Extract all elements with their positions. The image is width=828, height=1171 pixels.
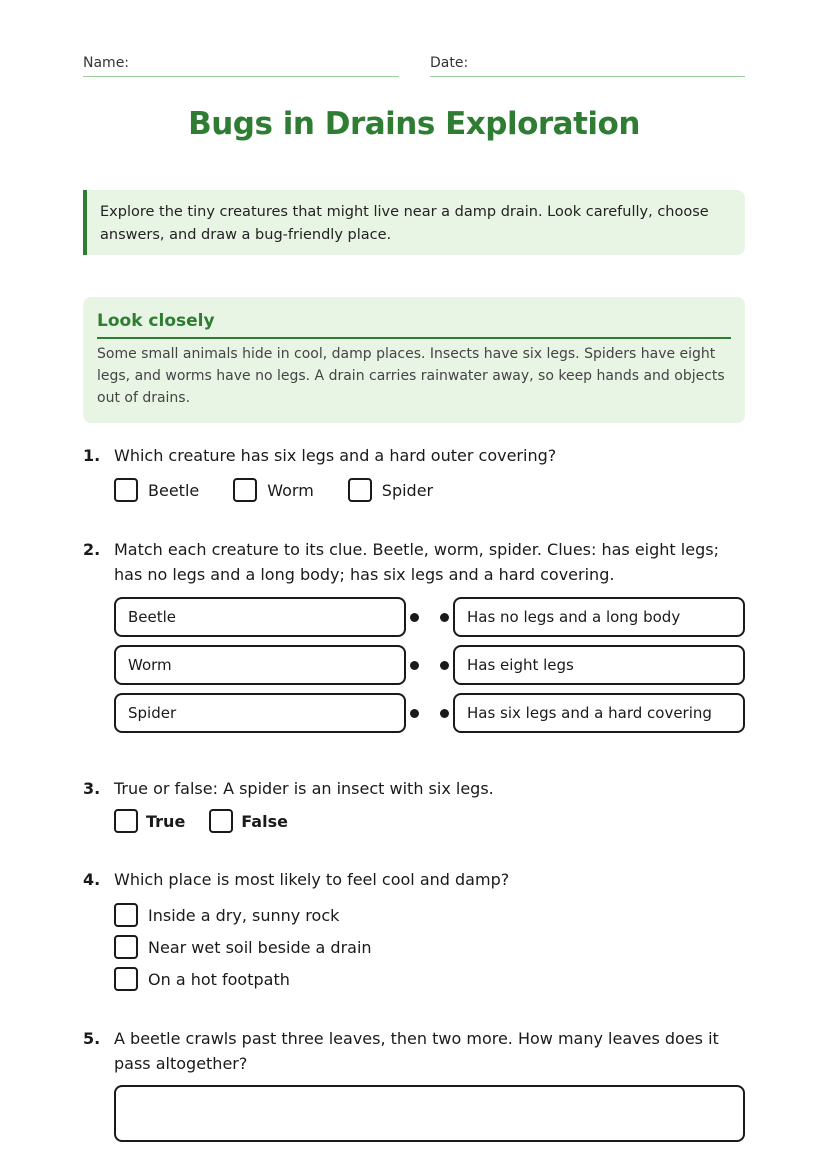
checkbox[interactable]: [348, 478, 372, 502]
page-title: Bugs in Drains Exploration: [188, 106, 640, 142]
checkbox[interactable]: [114, 967, 138, 991]
checkbox[interactable]: [114, 903, 138, 927]
question-2: [83, 537, 745, 587]
date-field[interactable]: [430, 52, 745, 77]
question-1: [83, 443, 745, 502]
question-number: 4.: [83, 870, 101, 889]
option-beetle[interactable]: Beetle: [114, 478, 199, 502]
question-text: Match each creature to its clue. Beetle, worm, spider. Clues: has eight legs; has no legs and a long body; has six legs and a hard covering.: [114, 540, 719, 584]
look-closely-text: Some small animals hide in cool, damp places. Insects have six legs. Spiders have eight legs, and worms have no legs. A drain carries rainwater away, so keep hands and objects out of drains.: [97, 346, 725, 406]
match-creature-beetle[interactable]: Beetle: [114, 597, 406, 637]
option-hot-footpath[interactable]: On a hot footpath: [114, 966, 745, 992]
match-clue-1[interactable]: Has no legs and a long body: [453, 597, 745, 637]
match-dot-right[interactable]: [440, 661, 449, 670]
question-text: A beetle crawls past three leaves, then two more. How many leaves does it pass altogether?: [114, 1029, 719, 1073]
question-number: 3.: [83, 779, 101, 798]
date-label: Date:: [430, 55, 469, 71]
checkbox[interactable]: [209, 809, 233, 833]
name-label: Name:: [83, 55, 130, 71]
matching-area: [114, 597, 745, 741]
look-closely-box: [83, 297, 745, 423]
question-3: [83, 776, 745, 833]
question-number: 1.: [83, 446, 101, 465]
question-text: Which creature has six legs and a hard outer covering?: [114, 446, 557, 465]
checkbox[interactable]: [114, 935, 138, 959]
option-wet-soil[interactable]: Near wet soil beside a drain: [114, 934, 745, 960]
checkbox[interactable]: [114, 809, 138, 833]
question-text: True or false: A spider is an insect with six legs.: [114, 779, 494, 798]
intro-box: Explore the tiny creatures that might live near a damp drain. Look carefully, choose answers, and draw a bug-friendly place.: [83, 190, 745, 255]
match-dot-right[interactable]: [440, 613, 449, 622]
question-4: [83, 867, 745, 998]
match-row: [114, 645, 745, 685]
match-creature-worm[interactable]: Worm: [114, 645, 406, 685]
match-clue-3[interactable]: Has six legs and a hard covering: [453, 693, 745, 733]
checkbox[interactable]: [233, 478, 257, 502]
match-row: [114, 693, 745, 733]
look-closely-title: Look closely: [97, 311, 731, 339]
answer-box[interactable]: [114, 1085, 745, 1142]
checkbox[interactable]: [114, 478, 138, 502]
question-number: 2.: [83, 540, 101, 559]
question-5: [83, 1026, 745, 1076]
question-number: 5.: [83, 1029, 101, 1048]
match-dot-right[interactable]: [440, 709, 449, 718]
option-worm[interactable]: Worm: [233, 478, 314, 502]
question-text: Which place is most likely to feel cool and damp?: [114, 870, 510, 889]
match-clue-2[interactable]: Has eight legs: [453, 645, 745, 685]
option-dry-rock[interactable]: Inside a dry, sunny rock: [114, 902, 745, 928]
match-dot-left[interactable]: [410, 613, 419, 622]
name-field[interactable]: [83, 52, 399, 77]
option-spider[interactable]: Spider: [348, 478, 433, 502]
match-creature-spider[interactable]: Spider: [114, 693, 406, 733]
match-dot-left[interactable]: [410, 709, 419, 718]
match-dot-left[interactable]: [410, 661, 419, 670]
option-true[interactable]: True: [114, 809, 185, 833]
option-false[interactable]: False: [209, 809, 288, 833]
match-row: [114, 597, 745, 637]
